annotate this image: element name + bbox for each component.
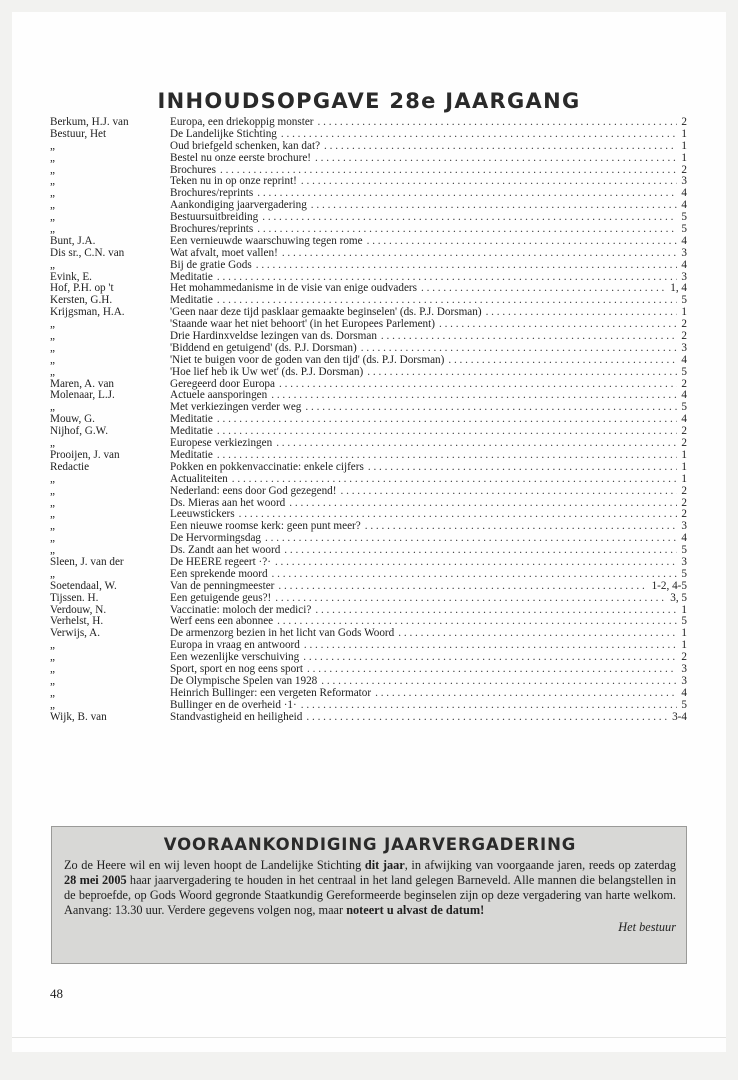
toc-author: Prooijen, J. van (50, 449, 120, 461)
toc-title: De Hervormingsdag (170, 533, 262, 545)
toc-author: „ (50, 140, 55, 152)
toc-page-number: 2 (681, 164, 687, 176)
toc-page-number: 3 (681, 675, 687, 687)
toc-page-number: 2 (681, 509, 687, 521)
toc-page-number: 2 (681, 438, 687, 450)
toc-page-number: 5 (681, 295, 687, 307)
toc-title: Brochures (170, 164, 216, 176)
toc-leader-dots (217, 272, 678, 284)
toc-author: „ (50, 533, 55, 545)
toc-leader-dots (262, 212, 677, 224)
toc-page-number: 2 (681, 378, 687, 390)
toc-page-number: 4 (681, 354, 687, 366)
toc-page-number: 5 (681, 224, 687, 236)
toc-leader-dots (217, 295, 678, 307)
toc-author: „ (50, 164, 55, 176)
toc-leader-dots (278, 581, 647, 593)
toc-author: „ (50, 675, 55, 687)
announcement-text-part: , in afwijking van voorgaande jaren, reeds op zaterdag (404, 858, 676, 872)
toc-title: Meditatie (170, 426, 213, 438)
toc-author: Tijssen. H. (50, 592, 99, 604)
toc-entry (50, 474, 687, 486)
toc-author: „ (50, 699, 55, 711)
toc-page-number: 1, 4 (670, 283, 687, 295)
toc-leader-dots (220, 165, 677, 177)
toc-page-number: 3 (681, 176, 687, 188)
toc-author: „ (50, 224, 55, 236)
toc-author: Berkum, H.J. van (50, 117, 129, 128)
toc-entry (50, 129, 687, 141)
toc-leader-dots (381, 331, 677, 343)
toc-leader-dots (275, 557, 677, 569)
toc-author: „ (50, 485, 55, 497)
toc-leader-dots (315, 153, 677, 165)
toc-page-number: 4 (681, 259, 687, 271)
toc-author: „ (50, 319, 55, 331)
toc-leader-dots (306, 712, 668, 724)
toc-title: Met verkiezingen verder weg (170, 402, 302, 414)
toc-page-number: 1 (681, 140, 687, 152)
toc-author: Mouw, G. (50, 414, 95, 426)
toc-title: Een vernieuwde waarschuwing tegen rome (170, 235, 363, 247)
toc-title: Meditatie (170, 295, 213, 307)
toc-title: Vaccinatie: moloch der medici? (170, 604, 312, 616)
toc-entry (50, 605, 687, 617)
toc-entry (50, 248, 687, 260)
toc-title: Aankondiging jaarvergadering (170, 200, 307, 212)
toc-author: „ (50, 188, 55, 200)
toc-author: Soetendaal, W. (50, 580, 117, 592)
toc-leader-dots (315, 605, 677, 617)
toc-page-number: 3 (681, 271, 687, 283)
toc-author: „ (50, 438, 55, 450)
toc-page-number: 1 (681, 461, 687, 473)
toc-page-number: 3, 5 (670, 592, 687, 604)
toc-entry (50, 426, 687, 438)
toc-leader-dots (321, 676, 677, 688)
page-edge-divider (12, 1037, 726, 1038)
toc-author: „ (50, 521, 55, 533)
toc-leader-dots (257, 224, 677, 236)
toc-page-number: 4 (681, 200, 687, 212)
toc-author: „ (50, 366, 55, 378)
toc-leader-dots (217, 426, 678, 438)
toc-leader-dots (307, 664, 677, 676)
announcement-box (51, 826, 687, 964)
toc-entry (50, 581, 687, 593)
toc-page-number: 5 (681, 402, 687, 414)
toc-page-number: 1 (681, 628, 687, 640)
toc-author: „ (50, 568, 55, 580)
toc-entry (50, 616, 687, 628)
toc-leader-dots (284, 545, 677, 557)
toc-page-number: 4 (681, 687, 687, 699)
toc-author: „ (50, 259, 55, 271)
toc-title: Pokken en pokkenvaccinatie: enkele cijfers (170, 461, 364, 473)
toc-title: De HEERE regeert ·?· (170, 556, 271, 568)
toc-leader-dots (276, 438, 677, 450)
toc-author: „ (50, 640, 55, 652)
toc-title: De armenzorg bezien in het licht van Gods Woord (170, 628, 395, 640)
toc-entry (50, 176, 687, 188)
toc-page-number: 5 (681, 616, 687, 628)
toc-leader-dots (375, 688, 677, 700)
toc-page-number: 5 (681, 366, 687, 378)
toc-entry (50, 355, 687, 367)
announcement-emphasis: noteert u alvast de datum! (346, 903, 485, 917)
toc-page-number: 2 (681, 319, 687, 331)
toc-leader-dots (341, 486, 678, 498)
toc-title: Nederland: eens door God gezegend! (170, 485, 337, 497)
page-title: INHOUDSOPGAVE 28e JAARGANG (157, 89, 581, 113)
toc-page-number: 5 (681, 568, 687, 580)
toc-title: Brochures/reprints (170, 188, 254, 200)
toc-leader-dots (232, 474, 678, 486)
toc-title: Een sprekende moord (170, 568, 268, 580)
toc-title: Wat afvalt, moet vallen! (170, 247, 278, 259)
toc-title: Bij de gratie Gods (170, 259, 252, 271)
page-number: 48 (50, 986, 63, 1001)
announcement-date: 28 mei 2005 (64, 873, 127, 887)
toc-entry (50, 212, 687, 224)
toc-author: „ (50, 652, 55, 664)
toc-author: „ (50, 331, 55, 343)
toc-entry (50, 712, 687, 724)
toc-leader-dots (277, 616, 677, 628)
toc-entry (50, 498, 687, 510)
toc-author: „ (50, 176, 55, 188)
toc-page-number: 1 (681, 449, 687, 461)
toc-entry (50, 533, 687, 545)
toc-page-number: 4 (681, 188, 687, 200)
toc-page-number: 5 (681, 699, 687, 711)
toc-entry (50, 343, 687, 355)
toc-author: „ (50, 200, 55, 212)
toc-title: Europese verkiezingen (170, 438, 273, 450)
toc-title: De Landelijke Stichting (170, 128, 277, 140)
toc-author: Evink, E. (50, 271, 92, 283)
toc-page-number: 2 (681, 117, 687, 128)
toc-author: Verwijs, A. (50, 628, 101, 640)
toc-title: Drie Hardinxveldse lezingen van ds. Dorsman (170, 331, 377, 343)
toc-page-number: 3 (681, 556, 687, 568)
toc-leader-dots (305, 402, 677, 414)
toc-page-number: 3 (681, 247, 687, 259)
toc-title: Oud briefgeld schenken, kan dat? (170, 140, 321, 152)
toc-author: „ (50, 152, 55, 164)
toc-author: Redactie (50, 461, 90, 473)
toc-entry (50, 664, 687, 676)
toc-leader-dots (272, 569, 678, 581)
toc-entry (50, 569, 687, 581)
toc-entry (50, 307, 687, 319)
toc-title: Het mohammedanisme in de visie van enige oudvaders (170, 283, 417, 295)
toc-leader-dots (486, 307, 678, 319)
toc-title: Europa, een driekoppig monster (170, 117, 314, 128)
toc-page-number: 2 (681, 426, 687, 438)
toc-title: Leeuwstickers (170, 509, 235, 521)
announcement-text-part: haar jaarvergadering te houden in het centraal in het land gelegen Barneveld. Alle mannen die belangstellen in de beproefde, op Gods Woord gegronde Staatkundig Gereformeerde beginselen zijn op deze vergadering van harte welkom. Aanvang: 13.30 uur. Verdere gegevens volgen nog, maar (64, 873, 676, 917)
announcement-text (64, 858, 676, 918)
toc-entry (50, 438, 687, 450)
toc-entry (50, 640, 687, 652)
toc-leader-dots (421, 283, 666, 295)
toc-entry (50, 509, 687, 521)
toc-page-number: 4 (681, 235, 687, 247)
toc-page-number: 1 (681, 307, 687, 319)
toc-entry (50, 652, 687, 664)
toc-entry (50, 462, 687, 474)
toc-author: „ (50, 663, 55, 675)
toc-author: Nijhof, G.W. (50, 426, 109, 438)
toc-entry (50, 260, 687, 272)
toc-title: Actualiteiten (170, 473, 228, 485)
toc-entry (50, 676, 687, 688)
toc-entry (50, 188, 687, 200)
toc-leader-dots (361, 343, 678, 355)
toc-entry (50, 165, 687, 177)
toc-entry (50, 379, 687, 391)
toc-title: 'Geen naar deze tijd pasklaar gemaakte beginselen' (ds. P.J. Dorsman) (170, 307, 482, 319)
toc-leader-dots (257, 188, 677, 200)
toc-leader-dots (289, 498, 677, 510)
toc-entry (50, 557, 687, 569)
toc-leader-dots (398, 628, 677, 640)
toc-leader-dots (324, 141, 677, 153)
toc-leader-dots (281, 129, 678, 141)
toc-leader-dots (217, 414, 678, 426)
toc-title: Sport, sport en nog eens sport (170, 663, 303, 675)
toc-page-number: 2 (681, 485, 687, 497)
toc-page-number: 2 (681, 497, 687, 509)
toc-title: De Olympische Spelen van 1928 (170, 675, 318, 687)
toc-page-number: 1 (681, 152, 687, 164)
toc-entry (50, 628, 687, 640)
toc-leader-dots (303, 652, 677, 664)
toc-title: Teken nu in op onze reprint! (170, 176, 297, 188)
toc-title: Brochures/reprints (170, 224, 254, 236)
toc-leader-dots (282, 248, 678, 260)
toc-page-number: 2 (681, 331, 687, 343)
toc-title: 'Hoe lief heb ik Uw wet' (ds. P.J. Dorsman) (170, 366, 364, 378)
toc-title: Europa in vraag en antwoord (170, 640, 300, 652)
toc-title: Een getuigende geus?! (170, 592, 272, 604)
toc-author: „ (50, 354, 55, 366)
toc-leader-dots (301, 700, 678, 712)
toc-entry (50, 295, 687, 307)
toc-title: Bestel nu onze eerste brochure! (170, 152, 312, 164)
toc-entry (50, 688, 687, 700)
toc-title: Meditatie (170, 449, 213, 461)
toc-page-number: 3-4 (672, 711, 687, 723)
toc-leader-dots (279, 379, 677, 391)
toc-author: Dis sr., C.N. van (50, 247, 125, 259)
announcement-emphasis: dit jaar (364, 858, 405, 872)
toc-entry (50, 367, 687, 379)
toc-title: Werf eens een abonnee (170, 616, 274, 628)
toc-entry (50, 224, 687, 236)
toc-entry (50, 414, 687, 426)
announcement-text-part: Zo de Heere wil en wij leven hoopt de Landelijke Stichting (64, 858, 365, 872)
toc-leader-dots (301, 176, 678, 188)
toc-title: Een nieuwe roomse kerk: geen punt meer? (170, 521, 361, 533)
toc-leader-dots (439, 319, 677, 331)
toc-page-number: 1 (681, 128, 687, 140)
toc-title: Heinrich Bullinger: een vergeten Reformator (170, 687, 372, 699)
toc-leader-dots (265, 533, 677, 545)
toc-page-number: 3 (681, 342, 687, 354)
toc-entry (50, 141, 687, 153)
toc-entry (50, 450, 687, 462)
toc-title: Bestuursuitbreiding (170, 212, 259, 224)
announcement-signature: Het bestuur (618, 920, 676, 934)
toc-entry (50, 200, 687, 212)
toc-page-number: 1-2, 4-5 (651, 580, 687, 592)
toc-author: Wijk, B. van (50, 711, 107, 723)
toc-author: Molenaar, L.J. (50, 390, 115, 402)
toc-title: Actuele aansporingen (170, 390, 268, 402)
toc-author: „ (50, 687, 55, 699)
toc-author: „ (50, 473, 55, 485)
toc-author: „ (50, 497, 55, 509)
toc-entry (50, 272, 687, 284)
toc-page-number: 2 (681, 652, 687, 664)
announcement-heading: VOORAANKONDIGING JAARVERGADERING (163, 835, 577, 854)
toc-leader-dots (271, 390, 677, 402)
toc-title: Meditatie (170, 271, 213, 283)
toc-author: Bunt, J.A. (50, 235, 96, 247)
toc-page-number: 1 (681, 604, 687, 616)
toc-entry (50, 283, 687, 295)
toc-entry (50, 700, 687, 712)
toc-page-number: 4 (681, 390, 687, 402)
toc-title: 'Biddend en getuigend' (ds. P.J. Dorsman) (170, 342, 357, 354)
toc-leader-dots (365, 521, 678, 533)
toc-leader-dots (367, 367, 677, 379)
toc-author: „ (50, 342, 55, 354)
toc-entry (50, 402, 687, 414)
toc-page-number: 4 (681, 414, 687, 426)
toc-entry (50, 390, 687, 402)
toc-entry (50, 331, 687, 343)
toc-author: „ (50, 545, 55, 557)
table-of-contents (50, 117, 687, 723)
toc-leader-dots (367, 236, 678, 248)
toc-leader-dots (318, 117, 678, 129)
toc-title: Bullinger en de overheid ·1· (170, 699, 297, 711)
toc-author: Sleen, J. van der (50, 556, 124, 568)
document-page (12, 12, 726, 1052)
toc-title: 'Niet te buigen voor de goden van den tijd' (ds. P.J. Dorsman) (170, 354, 445, 366)
toc-leader-dots (311, 200, 678, 212)
toc-page-number: 3 (681, 521, 687, 533)
toc-page-number: 4 (681, 533, 687, 545)
toc-author: Kersten, G.H. (50, 295, 113, 307)
toc-page-number: 1 (681, 473, 687, 485)
toc-entry (50, 117, 687, 129)
toc-entry (50, 486, 687, 498)
toc-author: „ (50, 402, 55, 414)
toc-title: Ds. Mieras aan het woord (170, 497, 286, 509)
toc-leader-dots (217, 450, 678, 462)
toc-page-number: 5 (681, 212, 687, 224)
toc-title: Van de penningmeester (170, 580, 275, 592)
toc-title: Meditatie (170, 414, 213, 426)
toc-author: „ (50, 509, 55, 521)
toc-author: Bestuur, Het (50, 128, 107, 140)
toc-title: Een wezenlijke verschuiving (170, 652, 300, 664)
toc-author: „ (50, 212, 55, 224)
toc-author: Verhelst, H. (50, 616, 104, 628)
toc-page-number: 1 (681, 640, 687, 652)
toc-title: Ds. Zandt aan het woord (170, 545, 281, 557)
toc-page-number: 3 (681, 663, 687, 675)
toc-title: 'Staande waar het niet behoort' (in het Europees Parlement) (170, 319, 435, 331)
toc-author: Hof, P.H. op 't (50, 283, 114, 295)
toc-title: Standvastigheid en heiligheid (170, 711, 303, 723)
toc-leader-dots (368, 462, 678, 474)
toc-entry (50, 236, 687, 248)
toc-author: Verdouw, N. (50, 604, 107, 616)
toc-entry (50, 593, 687, 605)
toc-leader-dots (448, 355, 677, 367)
toc-leader-dots (304, 640, 678, 652)
toc-entry (50, 153, 687, 165)
toc-title: Geregeerd door Europa (170, 378, 275, 390)
toc-leader-dots (239, 509, 678, 521)
toc-author: Maren, A. van (50, 378, 114, 390)
toc-leader-dots (256, 260, 678, 272)
toc-entry (50, 545, 687, 557)
toc-page-number: 5 (681, 545, 687, 557)
toc-leader-dots (275, 593, 666, 605)
toc-author: Krijgsman, H.A. (50, 307, 125, 319)
toc-entry (50, 319, 687, 331)
toc-entry (50, 521, 687, 533)
